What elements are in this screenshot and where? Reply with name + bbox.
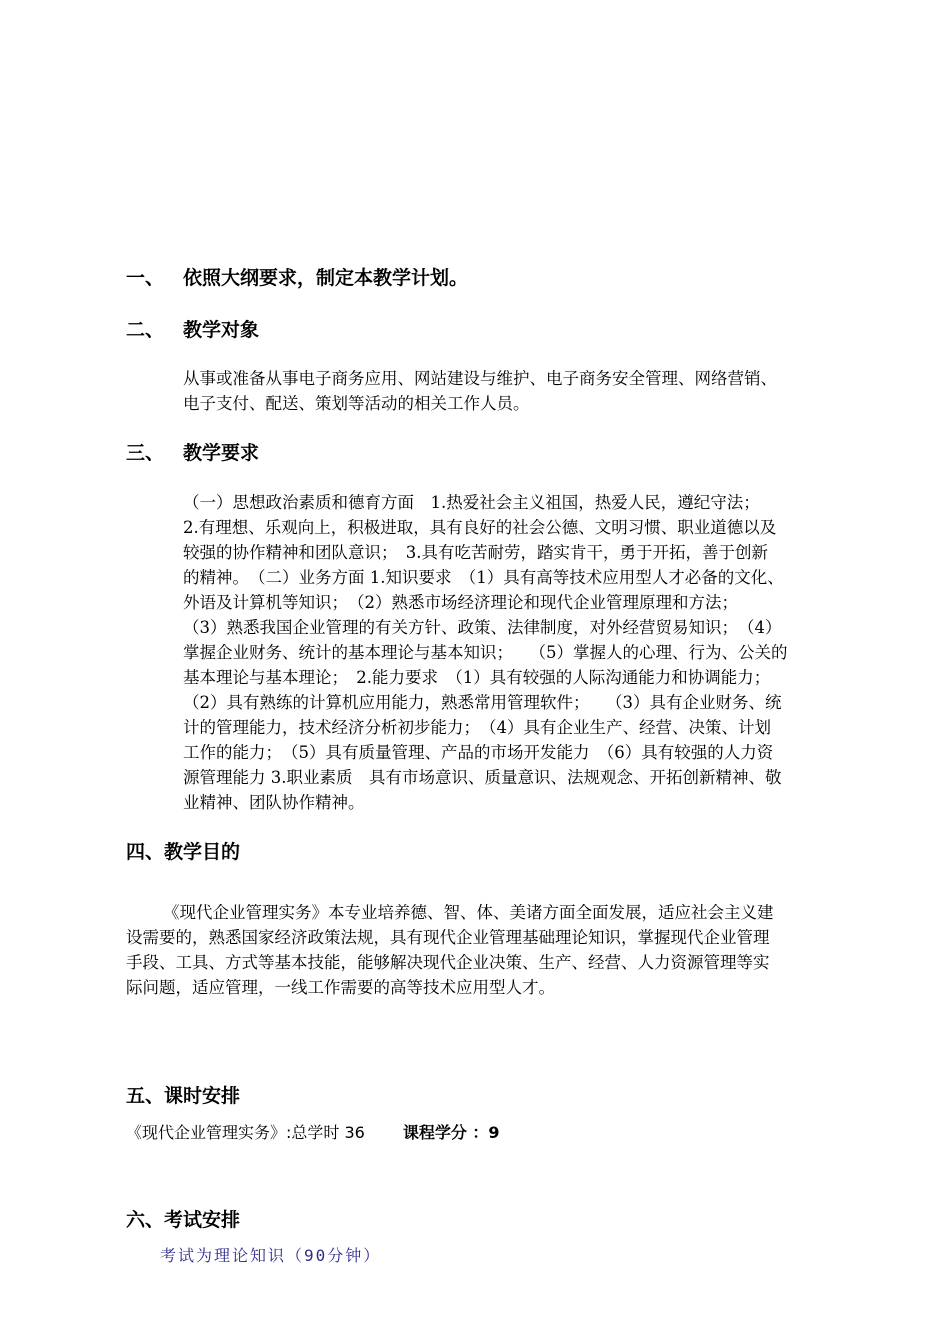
section-4-body [126,900,774,1000]
paragraph-line: 《现代企业管理实务》本专业培养德、智、体、美诸方面全面发展，适应社会主义建 [163,903,774,922]
section-title: 教学要求 [183,442,260,464]
course-hours-line [126,1121,500,1145]
section-title: 五、课时安排 [126,1085,241,1107]
paragraph-line: 掌握企业财务、统计的基本理论与基本知识； （5）掌握人的心理、行为、公关的 [183,643,788,662]
paragraph-line: （2）具有熟练的计算机应用能力，熟悉常用管理软件； （3）具有企业财务、统 [183,693,782,712]
section-number: 三、 [126,442,165,464]
course-credits: 课程学分 ：9 [402,1123,500,1142]
section-title: 教学对象 [183,319,260,341]
paragraph-line: 从事或准备从事电子商务应用、网站建设与维护、电子商务安全管理、网络营销、 [183,369,777,388]
paragraph-line: 际问题，适应管理，一线工作需要的高等技术应用型人才。 [126,978,555,997]
section-1-heading [126,266,468,290]
section-4-heading [126,840,240,864]
section-title: 四、教学目的 [126,841,241,863]
paragraph-line: 手段、工具、方式等基本技能，能够解决现代企业决策、生产、经营、人力资源管理等实 [126,953,770,972]
section-2-body [183,366,777,416]
total-hours: :总学时 36 [286,1123,365,1142]
section-6-heading [126,1208,240,1232]
exam-arrangement-text: 考试为理论知识（90分钟） [160,1246,382,1265]
section-number: 一、 [126,267,165,289]
section-5-heading [126,1084,240,1108]
paragraph-line: 的精神。 （二）业务方面 1.知识要求 （1）具有高等技术应用型人才必备的文化、 [183,568,784,587]
course-name: 《现代企业管理实务》 [126,1123,287,1142]
section-3-body [183,490,788,815]
section-number: 二、 [126,319,165,341]
paragraph-line: 计的管理能力，技术经济分析初步能力； （4）具有企业生产、经营、决策、计划 [183,718,771,737]
paragraph-line: 2.有理想、乐观向上，积极进取，具有良好的社会公德、文明习惯、职业道德以及 [183,518,777,537]
section-3-heading [126,441,259,465]
paragraph-line: 外语及计算机等知识； （2）熟悉市场经济理论和现代企业管理原理和方法； [183,593,738,612]
paragraph-line: 电子支付、配送、策划等活动的相关工作人员。 [183,394,530,413]
paragraph-line: 源管理能力 3.职业素质 具有市场意识、质量意识、法规观念、开拓创新精神、敬 [183,768,782,787]
paragraph-line: 较强的协作精神和团队意识； 3.具有吃苦耐劳，踏实肯干，勇于开拓，善于创新 [183,543,768,562]
paragraph-line: 设需要的，熟悉国家经济政策法规，具有现代企业管理基础理论知识，掌握现代企业管理 [126,928,770,947]
paragraph-line: 基本理论与基本理论； 2.能力要求 （1）具有较强的人际沟通能力和协调能力； [183,668,771,687]
paragraph-line: （3）熟悉我国企业管理的有关方针、政策、法律制度，对外经营贸易知识； （4） [183,618,782,637]
paragraph-line: 业精神、团队协作精神。 [183,793,365,812]
section-2-heading [126,318,259,342]
paragraph-line: 工作的能力； （5）具有质量管理、产品的市场开发能力 （6）具有较强的人力资 [183,743,774,762]
section-title: 依照大纲要求，制定本教学计划。 [183,267,469,289]
section-title: 六、考试安排 [126,1209,241,1231]
paragraph-line: （一）思想政治素质和德育方面 1.热爱社会主义祖国，热爱人民，遵纪守法； [183,493,760,512]
